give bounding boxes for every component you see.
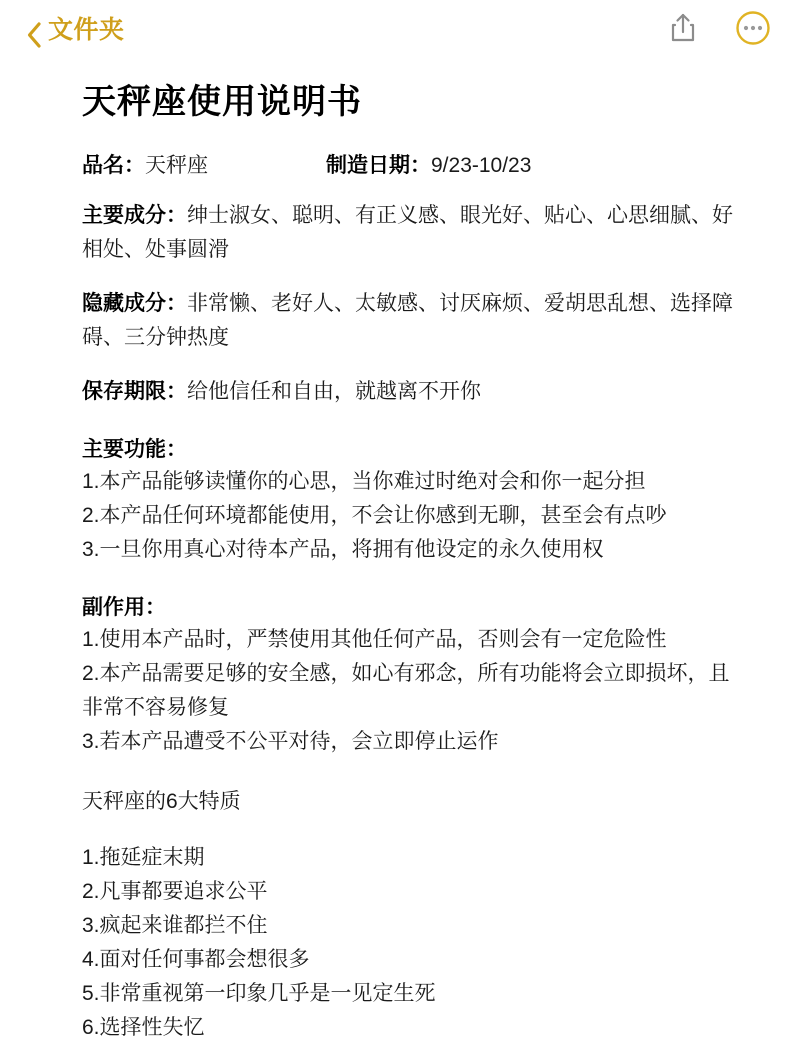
navigation-bar (0, 0, 800, 56)
list-item: 6.选择性失忆 (82, 1016, 205, 1040)
traits-heading: 天秤座的6大特质 (82, 790, 241, 814)
hidden-ingredients-value: 非常懒、老好人、太敏感、讨厌麻烦、爱胡思乱想、选择障碍、三分钟热度 (82, 292, 733, 350)
list-item: 5.非常重视第一印象几乎是一见定生死 (82, 982, 436, 1006)
manufacture-date-field (326, 149, 531, 179)
list-item: 1.本产品能够读懂你的心思，当你难过时绝对会和你一起分担 (82, 470, 646, 494)
document-body[interactable] (0, 56, 800, 1045)
shelf-life-label: 保存期限： (82, 380, 187, 404)
list-item: 3.一旦你用真心对待本产品，将拥有他设定的永久使用权 (82, 538, 604, 562)
list-item: 4.面对任何事都会想很多 (82, 948, 310, 972)
main-ingredients-value: 绅士淑女、聪明、有正义感、眼光好、贴心、心思细腻、好相处、处事圆滑 (82, 204, 733, 262)
product-name-value: 天秤座 (145, 154, 208, 177)
main-functions-list (82, 465, 740, 567)
share-icon[interactable] (666, 11, 700, 45)
list-item: 1.使用本产品时，严禁使用其他任何产品，否则会有一定危险性 (82, 628, 667, 652)
list-item: 1.拖延症末期 (82, 846, 205, 870)
main-ingredients-paragraph (82, 199, 740, 267)
navigation-actions (666, 0, 770, 56)
list-item: 2.凡事都要追求公平 (82, 880, 268, 904)
main-functions-heading: 主要功能： (82, 438, 187, 462)
hidden-ingredients-paragraph (82, 287, 740, 355)
page-title: 天秤座使用说明书 (82, 83, 362, 121)
shelf-life-value: 给他信任和自由，就越离不开你 (187, 380, 481, 404)
chevron-left-icon (26, 21, 40, 35)
more-ellipsis-icon[interactable] (736, 11, 770, 45)
list-item: 3.疯起来谁都拦不住 (82, 914, 268, 938)
product-name-label: 品名： (82, 154, 145, 177)
side-effects-heading: 副作用： (82, 596, 166, 620)
side-effects-list (82, 623, 740, 759)
manufacture-date-label: 制造日期： (326, 154, 431, 177)
traits-list (82, 841, 740, 1045)
list-item: 3.若本产品遭受不公平对待，会立即停止运作 (82, 730, 499, 754)
list-item: 2.本产品任何环境都能使用，不会让你感到无聊，甚至会有点吵 (82, 504, 667, 528)
list-item: 2.本产品需要足够的安全感，如心有邪念，所有功能将会立即损坏，且非常不容易修复 (82, 662, 730, 720)
back-to-folder-button[interactable] (26, 10, 125, 46)
back-button-label: 文件夹 (48, 16, 125, 44)
product-meta-row (82, 149, 740, 179)
product-name-field (82, 149, 208, 179)
hidden-ingredients-label: 隐藏成分： (82, 292, 187, 316)
manufacture-date-value: 9/23-10/23 (431, 154, 532, 177)
shelf-life-paragraph (82, 375, 740, 409)
main-ingredients-label: 主要成分： (82, 204, 187, 227)
